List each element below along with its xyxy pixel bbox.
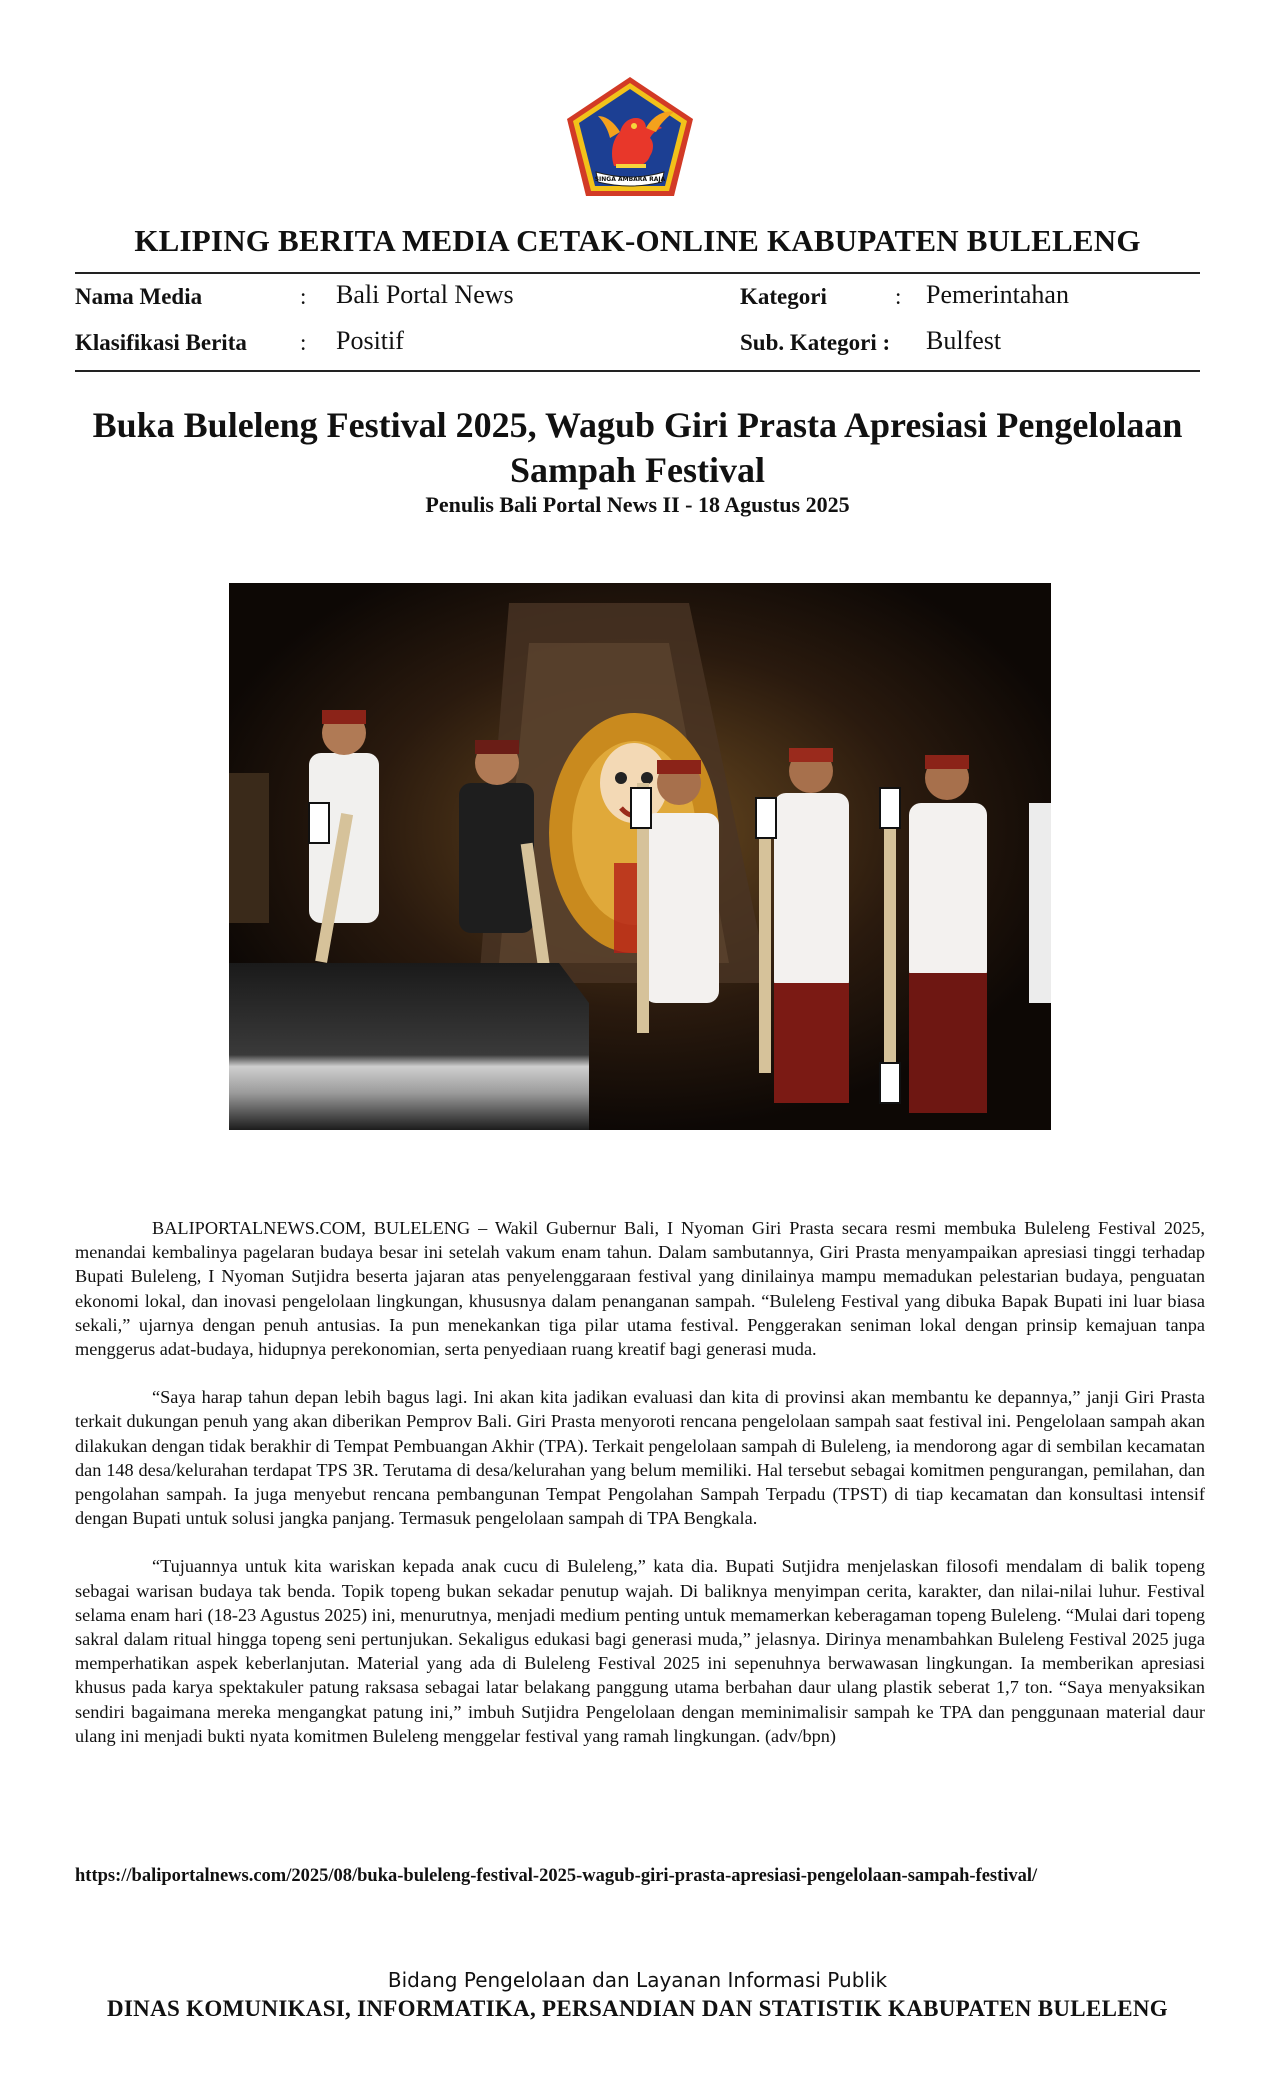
kategori-value: Pemerintahan <box>926 280 1069 309</box>
kategori-colon: : <box>895 284 902 309</box>
news-photo <box>229 583 1051 1130</box>
header-bottom-rule <box>75 370 1200 372</box>
article-body <box>75 1216 1205 1772</box>
header-top-rule <box>75 272 1200 274</box>
footer-department-name: DINAS KOMUNIKASI, INFORMATIKA, PERSANDIAN DAN STATISTIK KABUPATEN BULELENG <box>107 1996 1168 2021</box>
nama-media-value: Bali Portal News <box>336 280 514 309</box>
klasifikasi-berita-colon: : <box>300 330 307 355</box>
klasifikasi-berita-label: Klasifikasi Berita <box>75 330 247 355</box>
clipping-header-title: KLIPING BERITA MEDIA CETAK-ONLINE KABUPATEN BULELENG <box>134 223 1141 258</box>
klasifikasi-berita-value: Positif <box>336 326 404 355</box>
sub-kategori-label: Sub. Kategori : <box>740 330 891 355</box>
nama-media-colon: : <box>300 284 307 309</box>
source-url-link[interactable]: https://baliportalnews.com/2025/08/buka-buleleng-festival-2025-wagub-giri-prasta-apresiasi-pengelolaan-sampah-festival/ <box>75 1866 1038 1886</box>
footer-unit-name: Bidang Pengelolaan dan Layanan Informasi Publik <box>387 1968 888 1992</box>
article-title: Buka Buleleng Festival 2025, Wagub Giri Prasta Apresiasi Pengelolaan Sampah Festival <box>92 405 1183 490</box>
sub-kategori-value: Bulfest <box>926 326 1002 355</box>
emblem-motto: SINGA AMBARA RAJA <box>594 176 666 183</box>
kategori-label: Kategori <box>740 284 827 309</box>
regency-emblem-logo <box>562 74 698 202</box>
article-byline: Penulis Bali Portal News II - 18 Agustus 2025 <box>425 492 850 517</box>
article-paragraph-2: “Saya harap tahun depan lebih bagus lagi. Ini akan kita jadikan evaluasi dan kita di provinsi akan membantu ke depannya,” janji Giri Prasta terkait dukungan penuh yang akan diberikan Pemprov Bali. Giri Prasta menyoroti rencana pengelolaan sampah saat festival ini. Pengelolaan sampah akan dilakukan dengan tidak berakhir di Tempat Pembuangan Akhir (TPA). Terkait pengelolaan sampah di Buleleng, ia mendorong agar di sembilan kecamatan dan 148 desa/kelurahan terdapat TPS 3R. Terutama di desa/kelurahan yang belum memiliki. Hal tersebut sebagai komitmen pengurangan, pemilahan, dan pengolahan sampah. Ia juga menyebut rencana pembangunan Tempat Pengolahan Sampah Terpadu (TPST) di tiap kecamatan dan konsultasi intensif dengan Bupati untuk solusi jangka panjang. Termasuk pengelolaan sampah di TPA Bengkala. <box>75 1387 1205 1529</box>
article-paragraph-1: BALIPORTALNEWS.COM, BULELENG – Wakil Gubernur Bali, I Nyoman Giri Prasta secara resmi membuka Buleleng Festival 2025, menandai kembalinya pagelaran budaya besar ini setelah vakum enam tahun. Dalam sambutannya, Giri Prasta menyampaikan apresiasi tinggi terhadap Bupati Buleleng, I Nyoman Sutjidra beserta jajaran atas penyelenggaraan festival yang dinilainya mampu memadukan pelestarian budaya, penguatan ekonomi lokal, dan inovasi pengelolaan lingkungan, khususnya dalam penanganan sampah. “Buleleng Festival yang dibuka Bapak Bupati ini luar biasa sekali,” ujarnya dengan penuh antusias. Ia pun menekankan tiga pilar utama festival. Penggerakan seniman lokal dengan prinsip kemajuan tanpa menggerus adat-budaya, hidupnya perekonomian, serta penyediaan ruang kreatif bagi generasi muda. <box>75 1218 1205 1360</box>
nama-media-label: Nama Media <box>75 284 203 309</box>
article-paragraph-3: “Tujuannya untuk kita wariskan kepada anak cucu di Buleleng,” kata dia. Bupati Sutjidra menjelaskan filosofi mendalam di balik topeng sebagai warisan budaya tak benda. Topik topeng bukan sekadar penutup wajah. Di baliknya menyimpan cerita, karakter, dan nilai-nilai luhur. Festival selama enam hari (18-23 Agustus 2025) ini, menurutnya, menjadi medium penting untuk memamerkan keberagaman topeng Buleleng. “Mulai dari topeng sakral dalam ritual hingga topeng seni pertunjukan. Sekaligus edukasi bagi generasi muda,” jelasnya. Dirinya menambahkan Buleleng Festival 2025 juga memperhatikan aspek keberlanjutan. Material yang ada di Buleleng Festival 2025 ini sepenuhnya berwawasan lingkungan. Ia memberikan apresiasi khusus pada karya spektakuler patung raksasa sebagai latar belakang panggung utama berbahan daur ulang plastik seberat 1,7 ton. “Saya menyaksikan sendiri bagaimana mereka mengangkat patung ini,” imbuh Sutjidra Pengelolaan dengan meminimalisir sampah ke TPA dan penggunaan material daur ulang ini menjadi bukti nyata komitmen Buleleng menggelar festival yang ramah lingkungan. (adv/bpn) <box>75 1556 1205 1746</box>
